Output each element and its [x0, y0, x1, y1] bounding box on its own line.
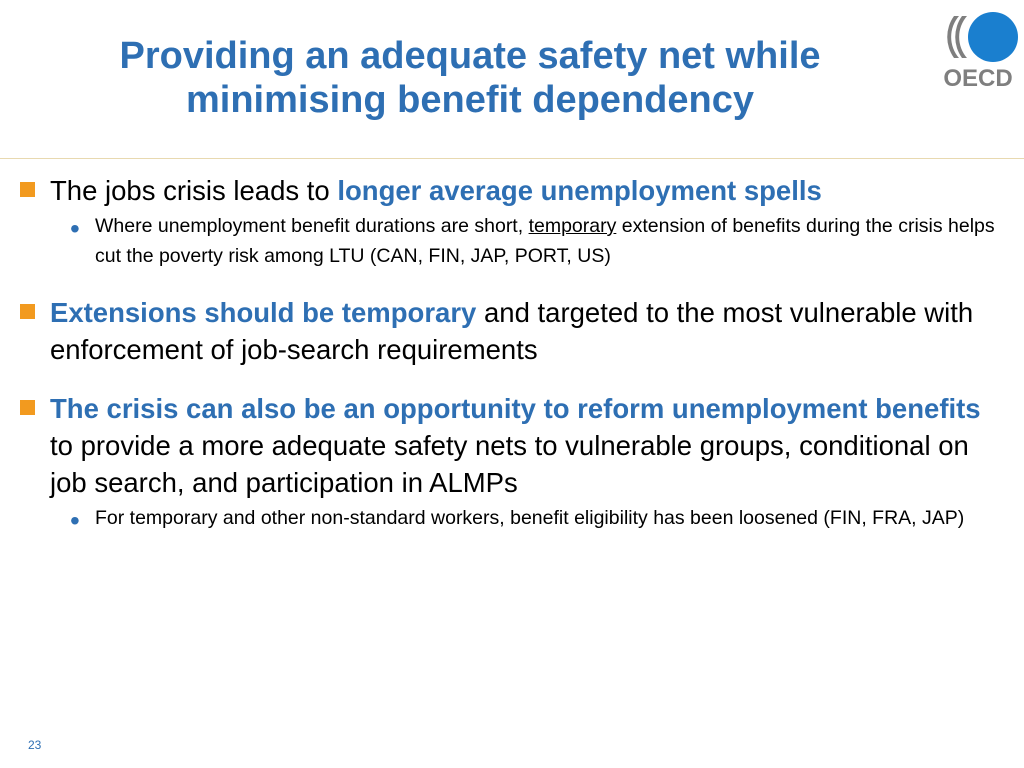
oecd-logo — [936, 4, 1020, 90]
sub-bullet-1-underlined: temporary — [528, 215, 617, 238]
bullet-1-text: The jobs crisis leads to — [50, 175, 338, 206]
round-bullet-icon: • — [70, 505, 80, 537]
orange-square-bullet-icon — [20, 182, 35, 197]
slide-body — [18, 172, 1014, 537]
bullet-3-text: to provide a more adequate safety nets to vulnerable groups, conditional on job search, and participation in ALMPs — [50, 392, 996, 499]
sub-bullet-1-text-after: extension of benefits during the crisis helps cut the poverty risk among LTU (CAN, FIN, JAP, PORT, US) — [95, 215, 995, 268]
logo-text: OECD — [943, 65, 1013, 90]
slide-title: Providing an adequate safety net while minimising benefit dependency — [119, 35, 821, 122]
title-divider — [0, 158, 1024, 159]
page-number: 23 — [28, 738, 42, 752]
sub-bullet-2-text: For temporary and other non-standard workers, benefit eligibility has been loosened (FIN, FRA, JAP) — [95, 507, 965, 530]
bullet-3 — [18, 390, 1014, 501]
bullet-2-text: and targeted to the most vulnerable with enforcement of job-search requirements — [50, 296, 974, 365]
orange-square-bullet-icon — [20, 304, 35, 319]
sub-bullet-1-text: Where unemployment benefit durations are short, — [95, 215, 529, 238]
bullet-2 — [18, 294, 1014, 368]
bullet-3-highlight: The crisis can also be an opportunity to reform unemployment benefits — [50, 392, 981, 424]
sub-bullet-1 — [18, 211, 1014, 271]
sub-bullet-2 — [18, 503, 1014, 537]
bullet-1-highlight: longer average unemployment spells — [337, 175, 822, 206]
round-bullet-icon: • — [70, 213, 80, 245]
bullet-2-highlight: Extensions should be temporary — [50, 296, 477, 328]
bullet-1 — [18, 172, 1014, 209]
orange-square-bullet-icon — [20, 400, 35, 415]
